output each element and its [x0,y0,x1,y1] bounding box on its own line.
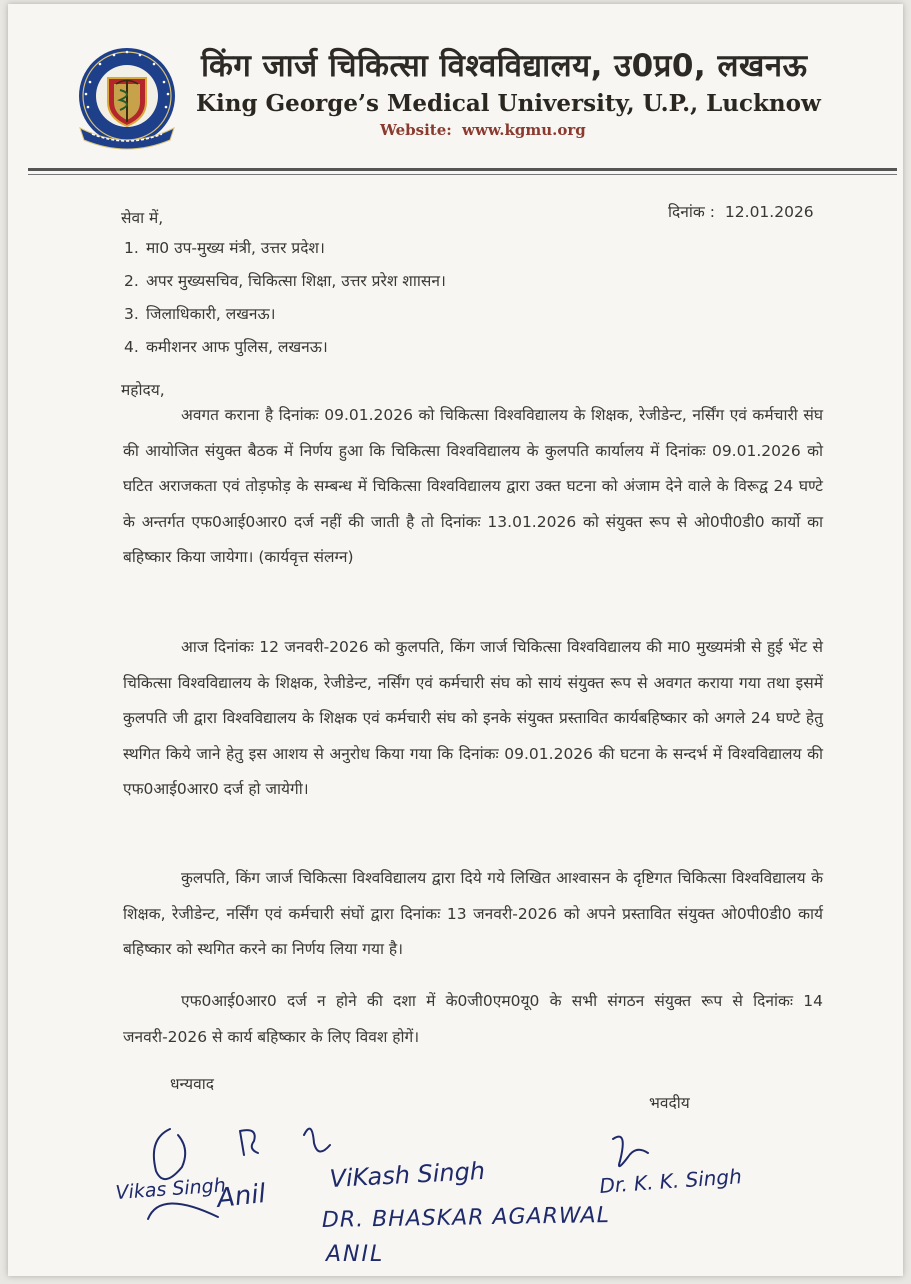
university-name-hindi: किंग जार्ज चिकित्सा विश्वविद्यालय, उ0प्र0, लखनऊ [201,48,808,84]
kgmu-seal-logo-icon [70,44,184,152]
header-divider-thick [28,168,897,171]
body-paragraph-2: आज दिनांकः 12 जनवरी-2026 को कुलपति, किंग जार्ज चिकित्सा विश्वविद्यालय की मा0 मुख्यमंत्री से हुई भेंट से चिकित्सा विश्वविद्यालय के शिक्षक, रेजीडेन्ट, नर्सिंग एवं कर्मचारी संघ को सायं संयुक्त रूप से अवगत कराया गया तथा इसमें कुलपति जी द्वारा विश्वविद्यालय के शिक्षक एवं कर्मचारी संघ को इनके संयुक्त प्रस्तावित कार्यबहिष्कार को अगले 24 घण्टे हेतु स्थगित किये जाने हेतु इस आशय से अनुरोध किया गया कि दिनांकः 09.01.2026 की घटना के सन्दर्भ में विश्वविद्यालय की एफ0आई0आर0 दर्ज हो जायेगी। [123,638,823,799]
website-line [380,121,586,139]
website-label: Website: [380,121,452,139]
header-divider-thin [28,174,897,175]
signature-2: Anil [215,1179,268,1214]
website-url: www.kgmu.org [462,121,586,139]
letter-page [8,4,903,1276]
signature-name-vikash: ViKash Singh [328,1156,486,1193]
letter-date [668,200,814,222]
list-item: 4. कमीशनर आफ पुलिस, लखनऊ। [124,338,328,356]
date-value: 12.01.2026 [724,203,814,221]
date-label: दिनांक : [668,203,715,221]
thanks-line: धन्यवाद [170,1075,214,1093]
university-name-english: King George’s Medical University, U.P., Lucknow [196,90,821,117]
signature-name-anil: ANIL [326,1242,385,1267]
body-paragraph-4: एफ0आई0आर0 दर्ज न होने की दशा में के0जी0एम0यू0 के सभी संगठन संयुक्त रूप से दिनांकः 14 जनवरी-2026 से कार्य बहिष्कार के लिए विवश होगें। [123,992,823,1046]
salutation: महोदय, [121,381,165,399]
addressee-heading: सेवा में, [121,209,164,227]
signature-1: Vikas Singh [114,1174,227,1204]
body-paragraph-3: कुलपति, किंग जार्ज चिकित्सा विश्वविद्यालय द्वारा दिये गये लिखित आश्वासन के दृष्टिगत चिकित्सा विश्वविद्यालय के शिक्षक, रेजीडेन्ट, नर्सिंग एवं कर्मचारी संघों द्वारा दिनांकः 13 जनवरी-2026 को अपने प्रस्तावित संयुक्त ओ0पी0डी0 कार्य बहिष्कार को स्थगित करने का निर्णय लिया गया है। [123,869,823,959]
recipient-list [124,236,446,368]
signature-name-kk-singh: Dr. K. K. Singh [598,1164,743,1198]
handwritten-signatures [108,1109,808,1269]
body-paragraph-1: अवगत कराना है दिनांकः 09.01.2026 को चिकित्सा विश्वविद्यालय के शिक्षक, रेजीडेन्ट, नर्सिंग एवं कर्मचारी संघ की आयोजित संयुक्त बैठक में निर्णय हुआ कि चिकित्सा विश्वविद्यालय के कुलपति कार्यालय में दिनांकः 09.01.2026 को घटित अराजकता एवं तोड़फोड़ के सम्बन्ध में चिकित्सा विश्वविद्यालय द्वारा उक्त घटना को अंजाम देने वाले के विरूद्व 24 घण्टे के अन्तर्गत एफ0आई0आर0 दर्ज नहीं की जाती है तो दिनांकः 13.01.2026 को संयुक्त रूप से ओ0पी0डी0 कार्यो का बहिष्कार किया जायेगा। (कार्यवृत्त संलग्न) [123,406,823,567]
signature-name-bhaskar: DR. BHASKAR AGARWAL [321,1202,611,1233]
list-item: 1. मा0 उप-मुख्य मंत्री, उत्तर प्रदेश। [124,239,325,257]
list-item: 3. जिलाधिकारी, लखनऊ। [124,305,276,323]
list-item: 2. अपर मुख्यसचिव, चिकित्सा शिक्षा, उत्तर प्ररेश शाासन। [124,272,446,290]
closing-line: भवदीय [649,1094,690,1112]
